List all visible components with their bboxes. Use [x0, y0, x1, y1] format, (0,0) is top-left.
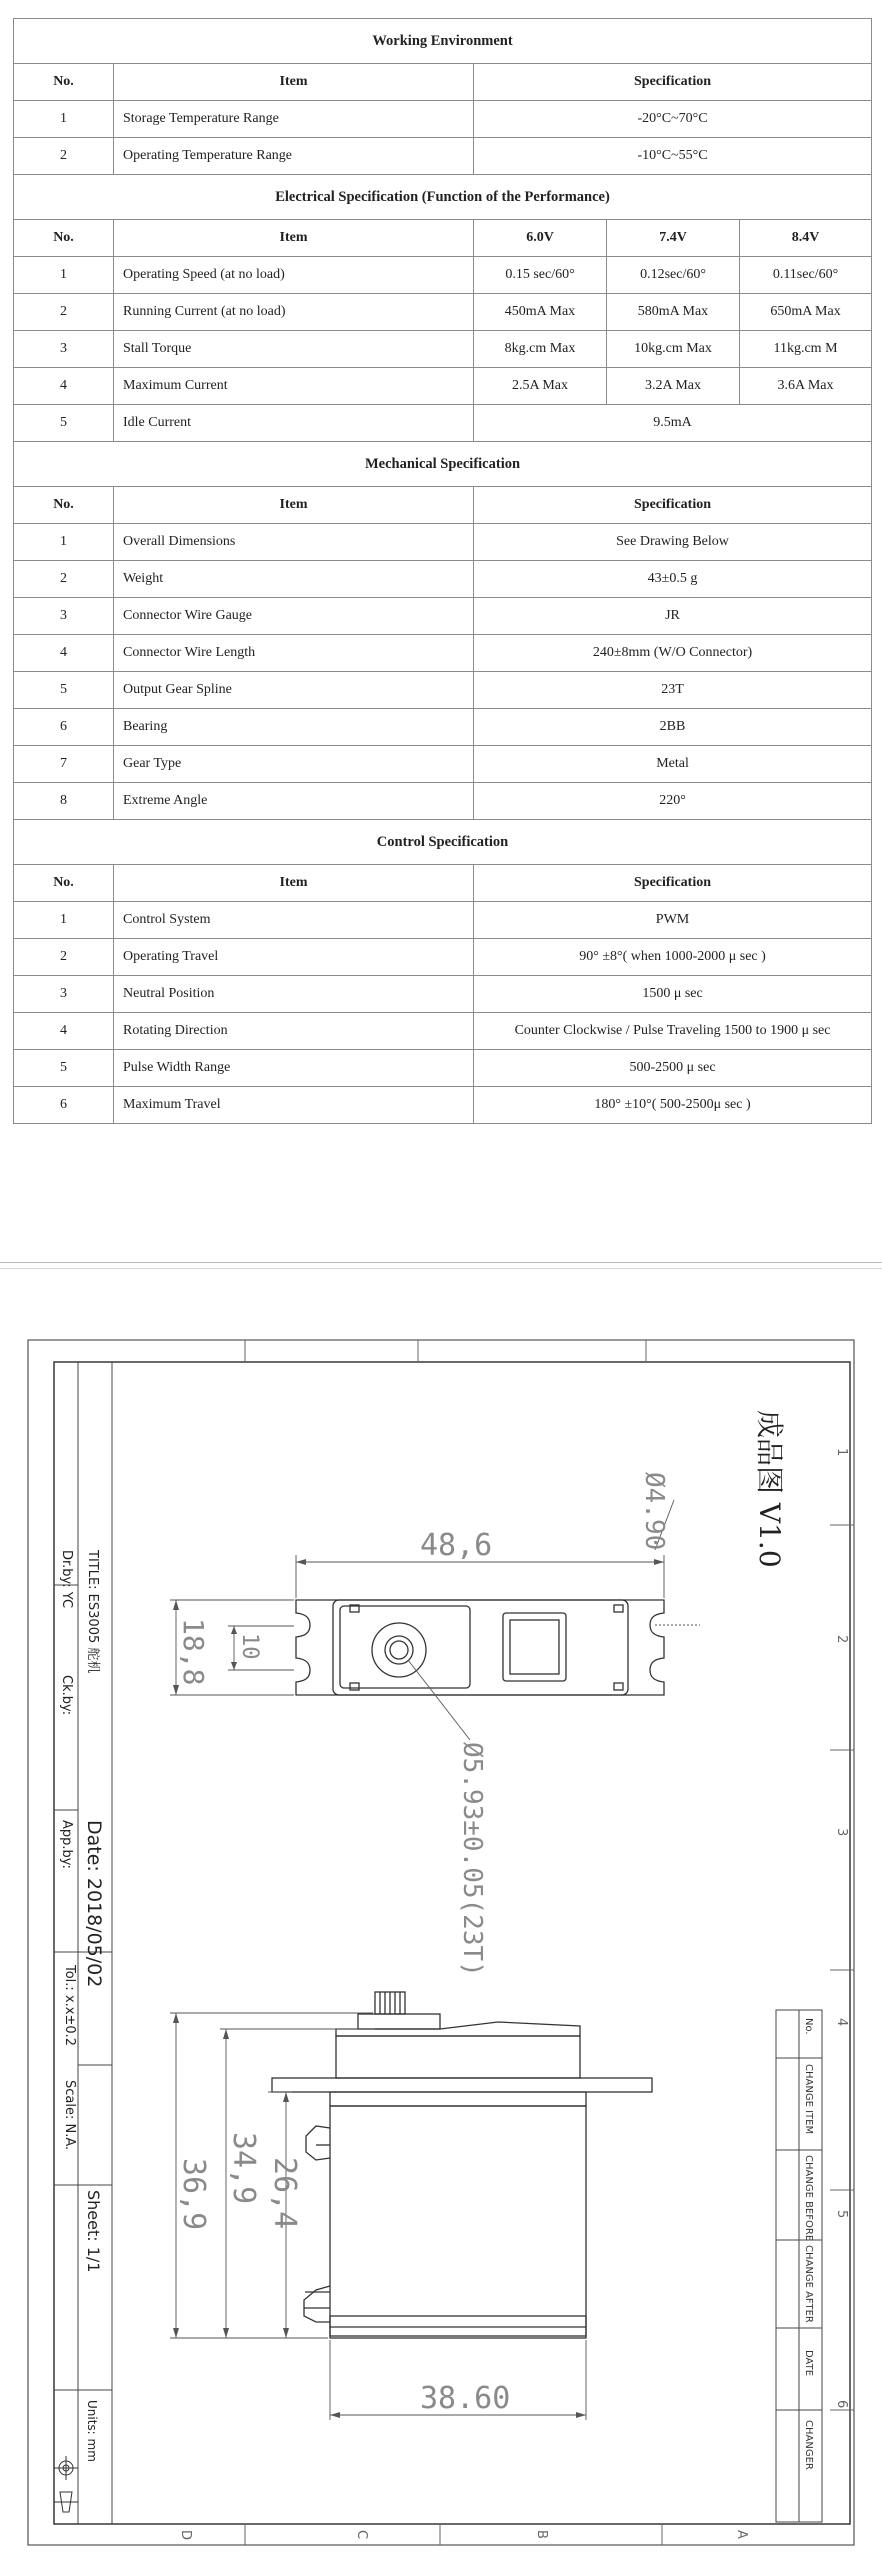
- dim-height-inner: 10: [237, 1633, 262, 1660]
- zone-number: 3: [834, 1828, 849, 1837]
- outer-frame: [28, 1340, 854, 2545]
- zone-letter: B: [534, 2530, 549, 2539]
- row-7v4: 3.2A Max: [607, 368, 740, 405]
- row-no: 1: [14, 902, 114, 939]
- row-item: Storage Temperature Range: [114, 101, 474, 138]
- row-item: Maximum Travel: [114, 1087, 474, 1124]
- revision-header: CHANGER: [803, 2420, 814, 2470]
- row-no: 2: [14, 138, 114, 175]
- drawing-title: 成品图 V1.0: [753, 1410, 786, 1568]
- row-item: Operating Speed (at no load): [114, 257, 474, 294]
- row-spec: JR: [474, 598, 872, 635]
- revision-header: CHANGE AFTER: [803, 2245, 814, 2323]
- section-title-working: Working Environment: [14, 19, 872, 64]
- row-6v: 8kg.cm Max: [474, 331, 607, 368]
- row-6v: 0.15 sec/60°: [474, 257, 607, 294]
- row-no: 4: [14, 1013, 114, 1050]
- row-spec: 1500 μ sec: [474, 976, 872, 1013]
- row-spec: 180° ±10°( 500-2500μ sec ): [474, 1087, 872, 1124]
- row-spec: See Drawing Below: [474, 524, 872, 561]
- row-spec: 500-2500 μ sec: [474, 1050, 872, 1087]
- section-title-mechanical: Mechanical Specification: [14, 442, 872, 487]
- revision-header: No.: [803, 2018, 814, 2035]
- row-7v4: 0.12sec/60°: [607, 257, 740, 294]
- header-row: [14, 220, 872, 257]
- projection-symbol-icon: [54, 2456, 78, 2512]
- row-spec: 43±0.5 g: [474, 561, 872, 598]
- side-dimension-arrow-icons: [173, 2013, 586, 2418]
- row-no: 7: [14, 746, 114, 783]
- table-row: [14, 1050, 872, 1087]
- row-no: 2: [14, 561, 114, 598]
- header-7v4: 7.4V: [607, 220, 740, 257]
- table-row: [14, 902, 872, 939]
- table-row: [14, 783, 872, 820]
- zone-number: 5: [834, 2210, 849, 2219]
- row-item: Operating Travel: [114, 939, 474, 976]
- header-item: Item: [114, 487, 474, 524]
- row-8v4: 0.11sec/60°: [740, 257, 872, 294]
- row-item: Extreme Angle: [114, 783, 474, 820]
- row-no: 5: [14, 405, 114, 442]
- row-item: Output Gear Spline: [114, 672, 474, 709]
- table-row: [14, 746, 872, 783]
- table-row: [14, 598, 872, 635]
- zone-letters: [178, 2530, 749, 2540]
- table-row: [14, 101, 872, 138]
- row-item: Maximum Current: [114, 368, 474, 405]
- header-no: No.: [14, 64, 114, 101]
- header-item: Item: [114, 865, 474, 902]
- header-spec: Specification: [474, 865, 872, 902]
- row-no: 3: [14, 331, 114, 368]
- dim-spline: Ø5.93±0.05(23T): [457, 1742, 487, 1977]
- table-row: [14, 331, 872, 368]
- dim-top-width: 48,6: [420, 1528, 493, 1563]
- side-view-dimension-lines: [170, 2013, 586, 2420]
- title-label: TITLE: ES3005 舵机: [85, 1550, 100, 1674]
- row-spec: 2BB: [474, 709, 872, 746]
- row-item: Pulse Width Range: [114, 1050, 474, 1087]
- dim-mount-hole: Ø4.90: [639, 1472, 669, 1551]
- table-row: [14, 294, 872, 331]
- table-row: [14, 709, 872, 746]
- row-spec: -10°C~55°C: [474, 138, 872, 175]
- zone-number: 6: [834, 2400, 849, 2409]
- row-spec: Metal: [474, 746, 872, 783]
- zone-letter: D: [178, 2530, 193, 2541]
- dimension-arrow-icons: [173, 1559, 664, 1695]
- row-no: 3: [14, 598, 114, 635]
- header-no: No.: [14, 487, 114, 524]
- tolerance: Tol.: x.x±0.2: [62, 1965, 77, 2047]
- row-no: 5: [14, 672, 114, 709]
- technical-drawing: [0, 1300, 882, 2560]
- row-7v4: 10kg.cm Max: [607, 331, 740, 368]
- row-no: 8: [14, 783, 114, 820]
- table-row: [14, 405, 872, 442]
- row-no: 2: [14, 939, 114, 976]
- row-no: 3: [14, 976, 114, 1013]
- servo-top-view: [296, 1600, 664, 1695]
- row-no: 4: [14, 635, 114, 672]
- header-6v: 6.0V: [474, 220, 607, 257]
- header-item: Item: [114, 220, 474, 257]
- header-8v4: 8.4V: [740, 220, 872, 257]
- row-item: Stall Torque: [114, 331, 474, 368]
- row-item: Control System: [114, 902, 474, 939]
- row-8v4: 11kg.cm M: [740, 331, 872, 368]
- row-spec: Counter Clockwise / Pulse Traveling 1500 to 1900 μ sec: [474, 1013, 872, 1050]
- header-item: Item: [114, 64, 474, 101]
- zone-numbers: [834, 1448, 849, 2408]
- row-spec: 23T: [474, 672, 872, 709]
- row-spec: 240±8mm (W/O Connector): [474, 635, 872, 672]
- row-item: Gear Type: [114, 746, 474, 783]
- table-row: [14, 939, 872, 976]
- header-spec: Specification: [474, 487, 872, 524]
- zone-number: 1: [834, 1448, 849, 1457]
- header-row: [14, 64, 872, 101]
- table-row: [14, 1013, 872, 1050]
- row-item: Connector Wire Gauge: [114, 598, 474, 635]
- zone-letter: A: [734, 2530, 749, 2539]
- row-item: Rotating Direction: [114, 1013, 474, 1050]
- row-6v: 2.5A Max: [474, 368, 607, 405]
- dim-side-total: 36,9: [176, 2158, 211, 2231]
- header-no: No.: [14, 220, 114, 257]
- section-title-control: Control Specification: [14, 820, 872, 865]
- row-no: 4: [14, 368, 114, 405]
- header-no: No.: [14, 865, 114, 902]
- row-no: 1: [14, 101, 114, 138]
- row-item: Weight: [114, 561, 474, 598]
- dim-height-outer: 18,8: [177, 1618, 210, 1686]
- row-item: Idle Current: [114, 405, 474, 442]
- row-spec: PWM: [474, 902, 872, 939]
- revision-header: DATE: [803, 2350, 814, 2377]
- dim-side-mid: 34,9: [226, 2132, 261, 2205]
- row-8v4: 3.6A Max: [740, 368, 872, 405]
- divider: [0, 1268, 882, 1269]
- row-item: Connector Wire Length: [114, 635, 474, 672]
- section-title-electrical: Electrical Specification (Function of the Performance): [14, 175, 872, 220]
- units: Units: mm: [85, 2400, 99, 2462]
- row-6v: 450mA Max: [474, 294, 607, 331]
- scale: Scale: N.A.: [62, 2080, 77, 2151]
- zone-number: 2: [834, 1635, 849, 1644]
- row-no: 1: [14, 524, 114, 561]
- row-spec: 90° ±8°( when 1000-2000 μ sec ): [474, 939, 872, 976]
- approved-by: App.by:: [59, 1820, 74, 1869]
- checked-by: Ck.by:: [59, 1675, 74, 1716]
- header-row: [14, 487, 872, 524]
- row-spec: -20°C~70°C: [474, 101, 872, 138]
- dim-side-width: 38.60: [420, 2381, 511, 2416]
- table-row: [14, 561, 872, 598]
- table-row: [14, 976, 872, 1013]
- zone-letter: C: [354, 2530, 369, 2540]
- row-no: 1: [14, 257, 114, 294]
- table-row: [14, 635, 872, 672]
- header-spec: Specification: [474, 64, 872, 101]
- revision-table: [776, 2010, 822, 2522]
- row-no: 5: [14, 1050, 114, 1087]
- table-row: [14, 368, 872, 405]
- row-item: Bearing: [114, 709, 474, 746]
- row-no: 6: [14, 709, 114, 746]
- row-item: Running Current (at no load): [114, 294, 474, 331]
- zone-number: 4: [834, 2018, 849, 2027]
- row-no: 2: [14, 294, 114, 331]
- table-row: [14, 138, 872, 175]
- specification-table: [13, 18, 872, 1124]
- date: Date: 2018/05/02: [83, 1820, 105, 1988]
- table-row: [14, 257, 872, 294]
- table-row: [14, 672, 872, 709]
- row-no: 6: [14, 1087, 114, 1124]
- table-row: [14, 524, 872, 561]
- row-spec: 9.5mA: [474, 405, 872, 442]
- dim-side-small: 26,4: [267, 2157, 302, 2230]
- drawn-by: Dr.by: YC: [59, 1550, 74, 1609]
- divider: [0, 1262, 882, 1263]
- row-spec: 220°: [474, 783, 872, 820]
- row-7v4: 580mA Max: [607, 294, 740, 331]
- row-item: Operating Temperature Range: [114, 138, 474, 175]
- revision-header: CHANGE ITEM: [803, 2064, 814, 2135]
- row-item: Overall Dimensions: [114, 524, 474, 561]
- servo-side-view: [272, 1992, 652, 2338]
- row-8v4: 650mA Max: [740, 294, 872, 331]
- sheet: Sheet: 1/1: [84, 2190, 103, 2273]
- table-row: [14, 1087, 872, 1124]
- row-item: Neutral Position: [114, 976, 474, 1013]
- revision-header: CHANGE BEFORE: [803, 2155, 814, 2242]
- header-row: [14, 865, 872, 902]
